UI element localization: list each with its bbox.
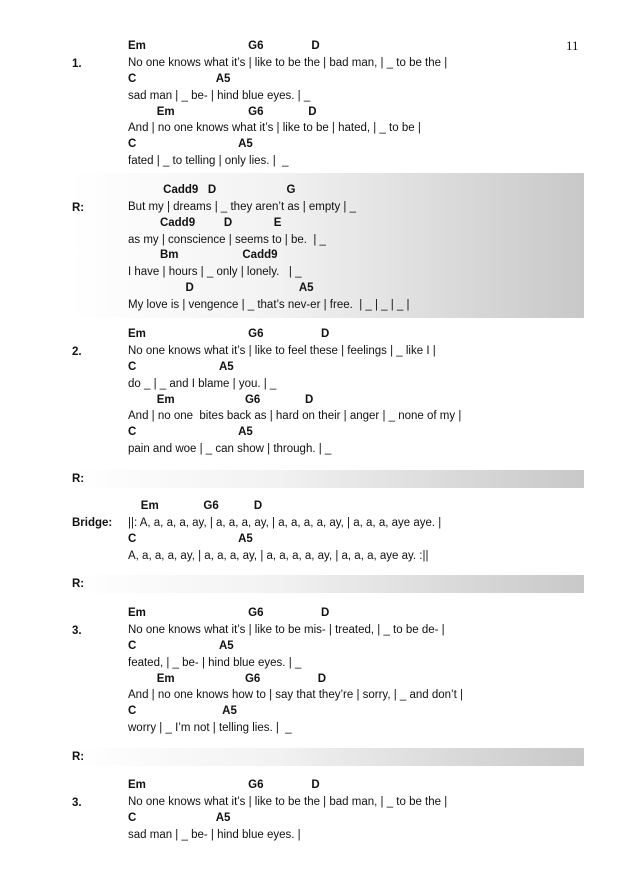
lyric-line: And | no one knows how to | say that they’re | sorry, | _ and don’t | [128,689,463,701]
lyric-line: I have | hours | _ only | lonely. | _ [128,266,302,278]
chord-line: Em G6 D [128,394,314,406]
lyric-line: ||: A, a, a, a, ay, | a, a, a, ay, | a, a, a, a, ay, | a, a, a, aye aye. | [128,517,442,529]
lyric-line: as my | conscience | seems to | be. | _ [128,234,326,246]
lyric-line: And | no one bites back as | hard on their | anger | _ none of my | [128,410,462,422]
lyric-line: No one knows what it’s | like to be mis- | treated, | _ to be de- | [128,624,445,636]
verse-repeat-label: 3. [72,797,82,809]
chord-line: Em G6 D [128,500,263,512]
chord-line: D A5 [128,282,314,294]
chorus-ref-band [70,575,584,593]
chord-line: C A5 [128,73,231,85]
chorus-label: R: [72,473,85,485]
chord-line: Bm Cadd9 [128,249,278,261]
lyric-line: fated | _ to telling | only lies. | _ [128,155,289,167]
chord-line: Em G6 D [128,779,320,791]
chord-line: C A5 [128,640,234,652]
lyric-line: And | no one knows what it’s | like to be | hated, | _ to be | [128,122,421,134]
chord-line: C A5 [128,361,234,373]
chord-line: C A5 [128,138,253,150]
chord-line: Em G6 D [128,607,330,619]
chorus-label: R: [72,202,85,214]
lyric-line: worry | _ I’m not | telling lies. | _ [128,722,292,734]
verse-3-label: 3. [72,625,82,637]
chorus-ref-band [70,748,584,766]
chord-line: Em G6 D [128,673,327,685]
lyric-line: But my | dreams | _ they aren’t as | empty | _ [128,201,356,213]
verse-2-label: 2. [72,346,82,358]
lyric-line: A, a, a, a, ay, | a, a, a, ay, | a, a, a, a, ay, | a, a, a, aye ay. :|| [128,550,429,562]
verse-1-label: 1. [72,58,82,70]
chord-line: C A5 [128,426,253,438]
chord-line: Cadd9 D G [128,184,296,196]
lyric-line: No one knows what it’s | like to be the | bad man, | _ to be the | [128,796,448,808]
chorus-ref-band [70,470,584,488]
page-number: 11 [566,38,579,53]
lyric-line: sad man | _ be- | hind blue eyes. | [128,829,301,841]
chorus-label: R: [72,751,85,763]
chord-line: Em G6 D [128,106,317,118]
lyric-line: pain and woe | _ can show | through. | _ [128,443,332,455]
chord-line: Em G6 D [128,328,330,340]
bridge-label: Bridge: [72,517,113,529]
lyric-line: No one knows what it’s | like to feel these | feelings | _ like I | [128,345,436,357]
lyric-line: No one knows what it’s | like to be the | bad man, | _ to be the | [128,57,448,69]
chord-line: C A5 [128,812,231,824]
chord-line: C A5 [128,533,253,545]
chord-line: Em G6 D [128,40,320,52]
lyric-line: sad man | _ be- | hind blue eyes. | _ [128,90,311,102]
chord-line: C A5 [128,705,237,717]
lyric-line: do _ | _ and I blame | you. | _ [128,378,277,390]
chord-line: Cadd9 D E [128,217,282,229]
lyric-line: feated, | _ be- | hind blue eyes. | _ [128,657,302,669]
lyric-line: My love is | vengence | _ that’s nev-er | free. | _ | _ | _ | [128,299,410,311]
chorus-label: R: [72,578,85,590]
